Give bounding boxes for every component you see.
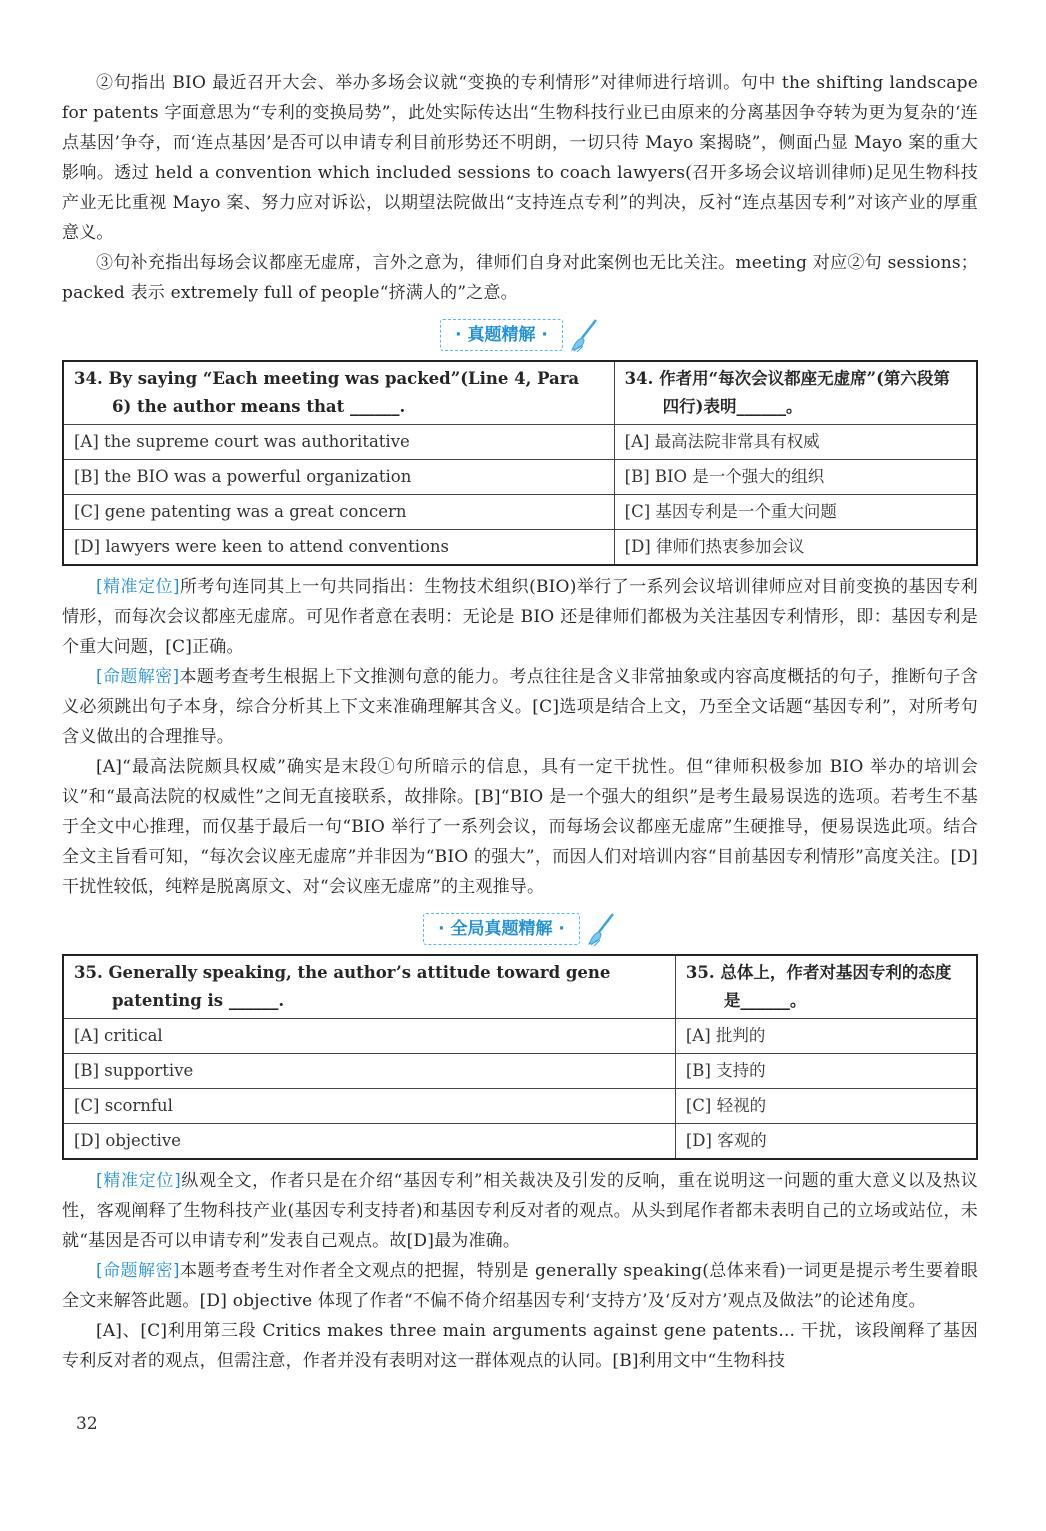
analysis-positioning-34: [62, 572, 978, 662]
question-stem-cn-text: 34. 作者用“每次会议都座无虚席”(第六段第四行)表明______。: [624, 369, 950, 416]
option-b-cn: [B] BIO 是一个强大的组织: [614, 460, 977, 495]
positioning-tag: [精准定位]: [96, 577, 180, 597]
brush-icon: [570, 318, 600, 352]
question-number: 34.: [74, 369, 103, 388]
option-d-en: [D] lawyers were keen to attend conventions: [63, 530, 614, 566]
option-d-en: [D] objective: [63, 1124, 675, 1160]
page-number: 32: [76, 1414, 98, 1434]
question-stem-en: [63, 955, 675, 1019]
decode-text: 本题考查考生对作者全文观点的把握，特别是 generally speaking(总体来看)一词更是提示考生要着眼全文来解答此题。[D] objective 体现了作者“不偏不倚介绍基因专利‘支持方’及‘反对方’观点及做法”的论述角度。: [62, 1261, 979, 1311]
decode-tag: [命题解密]: [96, 667, 180, 687]
option-a-cn: [A] 批判的: [675, 1019, 977, 1054]
analysis-distractors-34: [A]“最高法院颇具权威”确实是末段①句所暗示的信息，具有一定干扰性。但“律师积极参加 BIO 举办的培训会议”和“最高法院的权威性”之间无直接联系，故排除。[B]“BIO 是一个强大的组织”是考生最易误选的选项。若考生不基于全文中心推理，而仅基于最后一句“BIO 举行了一系列会议，而每场会议都座无虚席”生硬推导，便易误选此项。结合全文主旨看可知，“每次会议座无虚席”并非因为“BIO 的强大”，而因人们对培训内容“目前基因专利情形”高度关注。[D]干扰性较低，纯粹是脱离原文、对“会议座无虚席”的主观推导。: [62, 757, 978, 897]
analysis-decode-35: [62, 1256, 978, 1316]
question-stem-cn-text: 35. 总体上，作者对基因专利的态度是______。: [685, 963, 952, 1010]
section-badge: · 全局真题精解 ·: [423, 913, 580, 945]
option-c-en: [C] scornful: [63, 1089, 675, 1124]
decode-tag: [命题解密]: [96, 1261, 180, 1281]
option-d-cn: [D] 律师们热衷参加会议: [614, 530, 977, 566]
section-header-2: [62, 912, 978, 946]
question-stem-text: Generally speaking, the author’s attitude toward gene patenting is ______.: [108, 963, 611, 1010]
question-stem-cn: [675, 955, 977, 1019]
question-stem-text: By saying “Each meeting was packed”(Line 4, Para 6) the author means that ______.: [108, 369, 580, 416]
option-a-cn: [A] 最高法院非常具有权威: [614, 425, 977, 460]
analysis-positioning-35: [62, 1166, 978, 1256]
option-b-en: [B] the BIO was a powerful organization: [63, 460, 614, 495]
option-b-en: [B] supportive: [63, 1054, 675, 1089]
question-35-table: [62, 954, 978, 1160]
question-stem-cn: [614, 361, 977, 425]
positioning-text: 所考句连同其上一句共同指出：生物技术组织(BIO)举行了一系列会议培训律师应对目前变换的基因专利情形，而每次会议都座无虚席。可见作者意在表明：无论是 BIO 还是律师们都极为关注基因专利情形，即：基因专利是个重大问题，[C]正确。: [62, 577, 978, 657]
option-c-en: [C] gene patenting was a great concern: [63, 495, 614, 530]
section-header-1: [62, 318, 978, 352]
option-d-cn: [D] 客观的: [675, 1124, 977, 1160]
question-stem-en: [63, 361, 614, 425]
question-number: 35.: [74, 963, 103, 982]
option-c-cn: [C] 基因专利是一个重大问题: [614, 495, 977, 530]
brush-icon: [587, 912, 617, 946]
intro-paragraph-1: ②句指出 BIO 最近召开大会、举办多场会议就“变换的专利情形”对律师进行培训。句中 the shifting landscape for patents 字面意思为“专利的变换局势”，此处实际传达出“生物科技行业已由原来的分离基因争夺转为更为复杂的‘连点基因’争夺，而‘连点基因’是否可以申请专利目前形势还不明朗，一切只待 Mayo 案揭晓”，侧面凸显 Mayo 案的重大影响。透过 held a convention which included sessions to coach lawyers(召开多场会议培训律师)足见生物科技产业无比重视 Mayo 案、努力应对诉讼，以期望法院做出“支持连点专利”的判决，反衬“连点基因专利”对该产业的厚重意义。: [62, 73, 978, 243]
intro-paragraph-2: ③句补充指出每场会议都座无虚席，言外之意为，律师们自身对此案例也无比关注。meeting 对应②句 sessions；packed 表示 extremely full of people“挤满人的”之意。: [62, 253, 978, 303]
option-a-en: [A] the supreme court was authoritative: [63, 425, 614, 460]
option-a-en: [A] critical: [63, 1019, 675, 1054]
decode-text: 本题考查考生根据上下文推测句意的能力。考点往往是含义非常抽象或内容高度概括的句子，推断句子含义必须跳出句子本身，综合分析其上下文来准确理解其含义。[C]选项是结合上文，乃至全文话题“基因专利”，对所考句含义做出的合理推导。: [62, 667, 978, 747]
question-34-table: [62, 360, 978, 566]
section-badge: · 真题精解 ·: [440, 319, 563, 351]
page-content: [62, 68, 978, 1376]
option-c-cn: [C] 轻视的: [675, 1089, 977, 1124]
positioning-tag: [精准定位]: [96, 1171, 181, 1191]
analysis-distractors-35: [A]、[C]利用第三段 Critics makes three main arguments against gene patents... 干扰，该段阐释了基因专利反对者的观点，但需注意，作者并没有表明对这一群体观点的认同。[B]利用文中“生物科技: [62, 1321, 978, 1371]
option-b-cn: [B] 支持的: [675, 1054, 977, 1089]
analysis-decode-34: [62, 662, 978, 752]
positioning-text: 纵观全文，作者只是在介绍“基因专利”相关裁决及引发的反响，重在说明这一问题的重大意义以及热议性，客观阐释了生物科技产业(基因专利支持者)和基因专利反对者的观点。从头到尾作者都未表明自己的立场或站位，未就“基因是否可以申请专利”发表自己观点。故[D]最为准确。: [62, 1171, 978, 1251]
